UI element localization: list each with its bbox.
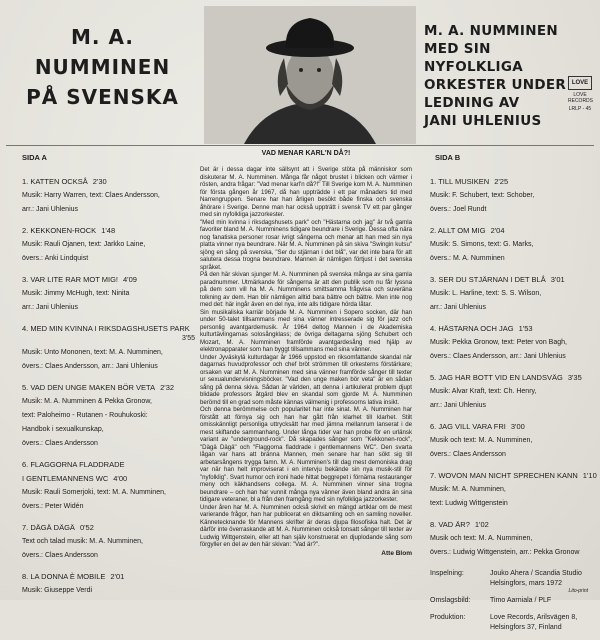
liner-notes-paragraph: På den här skivan sjunger M. A. Numminen på svenska många av sina gamla paradnummer. Utmärkande för sångerna är att den publik som nu får lyssna på dem som vill ha M. A. Numminens smittsamma frågvisa och suveräna tolkning av dem. Han blir nämligen alltid bara bättre och bättre. Men inte nog med det: här ingår även en del nya, inte alls tidigare hörda låtar.: [200, 271, 412, 308]
love-records-logo: LOVE: [568, 76, 592, 90]
credit-value: Timo Aarniala / PLF: [490, 597, 552, 604]
track-credit: Musik: F. Schubert, text: Schober,: [430, 192, 535, 199]
track-credit: arr.: Jani Uhlenius: [430, 402, 487, 409]
track-title: 6. FLAGGORNA FLADDRADE: [22, 460, 125, 469]
orchestra-credit-line: ORKESTER UNDER: [424, 77, 567, 93]
credit-value: Jouko Ahera / Scandia Studio: [490, 570, 582, 577]
track-title: 8. LA DONNA È MOBILE: [22, 572, 106, 581]
track-duration: 1'02: [474, 520, 489, 529]
album-title-line: M. A. NUMMINEN: [34, 25, 171, 79]
track-credit: övers.: Anki Lindquist: [22, 255, 89, 262]
track-item: [22, 572, 197, 596]
track-duration: 0'52: [79, 523, 94, 532]
liner-notes-paragraph: "Med min kvinna i riksdagshusets park" och "Hästarna och jag" är två gamla favoriter bland M. A. Numminens tidigare beundrare i Sverige. Dessa ofta nära nog fanatiska personer rosar ivrigt sångerna och menar att han med sin nya platta vinner nya beundrare. När M. A. Numminen på sin skiva "Swingin kutsu" sjöng en sång på svenska, "Ser du stjärnan i det blå", var det inte bara för att salutera dessa trogna beundrare. Mannen är nämligen förtjust i det svenska språket.: [200, 218, 412, 271]
track-credit: övers.: Claes Andersson: [430, 451, 506, 458]
track-title: 8. VAD ÄR?: [430, 520, 470, 529]
track-credit: övers.: Ludwig Wittgenstein, arr.: Pekka Gronow: [430, 549, 580, 556]
liner-notes-body: [200, 166, 412, 549]
track-title: 5. JAG HAR BOTT VID EN LANDSVÄG: [430, 373, 563, 382]
catalog-number: LRLP - 45: [568, 106, 592, 112]
track-item: [22, 226, 197, 264]
track-duration: 2'04: [490, 226, 505, 235]
track-item: [430, 471, 595, 509]
production-credits: [430, 569, 595, 633]
track-credit: Musik: Rauli Somerjoki, text: M. A. Numminen,: [22, 489, 166, 496]
track-credit: övers.: Peter Widén: [22, 503, 84, 510]
track-credit: Musik: Jimmy McHugh, text: Ninita: [22, 290, 130, 297]
track-title: 4. MED MIN KVINNA I RIKSDAGSHUSETS PARK: [22, 324, 190, 333]
track-item: [430, 520, 595, 558]
credit-row: [430, 613, 595, 633]
side-a-title: SIDA A: [22, 153, 47, 162]
credit-value: Helsingfors, mars 1972: [490, 580, 562, 587]
track-credit: övers.: M. A. Numminen: [430, 255, 505, 262]
track-credit: övers.: Claes Andersson, arr.: Jani Uhlenius: [22, 363, 158, 370]
track-item: [430, 324, 595, 362]
track-credit: Musik och text: M. A. Numminen,: [430, 437, 533, 444]
side-b-title: SIDA B: [435, 153, 461, 162]
track-item: [22, 177, 197, 215]
credit-label: Inspelning:: [430, 570, 464, 577]
track-credit: text: Ludwig Wittgenstein: [430, 500, 508, 507]
credit-value: Helsingfors 37, Finland: [490, 624, 562, 631]
track-title: 1. KATTEN OCKSÅ: [22, 177, 88, 186]
track-item: [430, 422, 595, 460]
track-credit: Musik: S. Simons, text: G. Marks,: [430, 241, 534, 248]
track-item: [430, 275, 595, 313]
track-duration: 2'01: [110, 572, 125, 581]
album-title-line: PÅ SVENSKA: [26, 85, 179, 109]
track-credit: övers.: Claes Andersson: [22, 552, 98, 559]
track-duration: 4'00: [113, 474, 128, 483]
track-credit: Musik: Alvar Kraft, text: Ch. Henry,: [430, 388, 537, 395]
credit-value: Love Records, Arilsvägen 8,: [490, 614, 578, 621]
credit-label: Omslagsbild:: [430, 597, 471, 604]
track-title: 7. WOVON MAN NICHT SPRECHEN KANN: [430, 471, 578, 480]
track-title: 7. DÄGÄ DÄGÄ: [22, 523, 75, 532]
track-credit: arr.: Jani Uhlenius: [430, 304, 487, 311]
track-credit: övers.: Joel Rundt: [430, 206, 487, 213]
track-credit: Text och talad musik: M. A. Numminen,: [22, 538, 143, 545]
liner-notes-paragraph: Under Jyväskylä kulturdagar år 1966 uppstod en riksomfattande skandal när dagarnas huvudprofessor och chef bröt strömmen till orkesterns förstärkare; orsaken var att M. A. Numminen med sina vänner framförde sånger till texter ur sexualundervisningsböcker. "Vad den unge maken bör veta" är en sådan sång på denna skiva. Sådan är världen, att denna i artikulerat problem djupt blidade professors åtgärd blev en skandal som gjorde M. A. Numminen berömd till en grad som måste kännas välmenig i professorns lativa insikt.: [200, 353, 412, 406]
side-a-tracklist: [22, 153, 197, 607]
track-item: [430, 177, 595, 215]
track-title: 2. ALLT OM MIG: [430, 226, 486, 235]
track-item: [22, 324, 197, 372]
track-duration: 3'35: [567, 373, 582, 382]
printer-credit: Lito-print: [568, 588, 588, 594]
track-item: [22, 460, 197, 512]
track-title: 4. HÄSTARNA OCH JAG: [430, 324, 514, 333]
track-credit: Musik och text: M. A. Numminen,: [430, 535, 533, 542]
track-credit: Musik: L. Harline, text: S. S. Wilson,: [430, 290, 542, 297]
track-duration: 1'48: [101, 226, 116, 235]
track-item: [22, 275, 197, 313]
track-duration: 2'32: [160, 383, 175, 392]
track-credit: Musik: Giuseppe Verdi: [22, 587, 93, 594]
liner-notes-title: VAD MENAR KARL'N DÅ?!: [261, 150, 351, 157]
track-credit: Musik: Pekka Gronow, text: Peter von Bagh,: [430, 339, 567, 346]
liner-notes-paragraph: Under åren har M. A. Numminen också skrivit en mängd artiklar om de mest varierande frågor, han har publicerat en diktsamling och en samling noveller. Kännetecknande för Mannens skrifter är deras djupa filosofiska halt. Det är därför inte överraskande att M. A. Numminen också tonsatt sånger till texter av Ludwig Wittgenstein, eller att han själv konstruerat en djuplodande sång som förgyller en del av den här skivan: "Vad är?".: [200, 503, 412, 548]
orchestra-credit-line: MED SIN NYFOLKLIGA: [424, 41, 523, 75]
track-title: 3. SER DU STJÄRNAN I DET BLÅ: [430, 275, 546, 284]
track-credit: arr.: Jani Uhlenius: [22, 304, 79, 311]
orchestra-credit-line: JANI UHLENIUS: [424, 113, 542, 129]
track-item: [430, 373, 595, 411]
liner-notes-paragraph: Sin musikaliska karriär började M. A. Numminen i Sopero socken, där han under 50-talet tillsammans med sina vänner intresserade sig för jazz och personlig avantgardemusik. År 1964 deltog Mannen i de Akademiska kulturtävlingarnas solosångklass; de övriga deltagarna sjöng Schubert och Mozart, M. A. Numminen framförde avantgardesång med hjälp av elektronapparater som han byggt tillsammans med sina vänner.: [200, 308, 412, 353]
track-duration: 3'00: [510, 422, 525, 431]
label-logo: [568, 76, 592, 112]
track-title-cont: I GENTLEMANNENS WC: [22, 474, 109, 483]
track-duration: 1'10: [582, 471, 597, 480]
track-title: 3. VAR LITE RAR MOT MIG!: [22, 275, 118, 284]
track-credit: övers.: Claes Andersson, arr.: Jani Uhlenius: [430, 353, 566, 360]
orchestra-credit: [424, 22, 589, 130]
track-credit: Musik: M. A. Numminen & Pekka Gronow,: [22, 398, 152, 405]
track-credit: Musik: M. A. Numminen,: [430, 486, 506, 493]
header-divider: [6, 145, 594, 146]
track-credit: Musik: Unto Mononen, text: M. A. Numminen,: [22, 349, 163, 356]
track-title: 6. JAG VILL VARA FRI: [430, 422, 506, 431]
track-title: 1. TILL MUSIKEN: [430, 177, 490, 186]
liner-notes-paragraph: Och denna berömmelse och popularitet har inte sinat. M. A. Numminen har förstått att förnya sig och han har gått från klarhet till klarhet. Stilt omisskännligt personliga uttrycksätt har med jämna mellanrum lanserat i de mest skiftande sammanhang. Under långa tider var han probe för en urlänsk variant av "underground-rock". Då skapades sånger som "Kekkonen-rock", "Dägä Dägä" och "Flaggorna fladdrade i gentlemannens WC". Den svarta lågan var hans att brännа Mannen, men senare har han sökt sig till arbetarsångens trygga famn. M. A. Numminen's till dag mest demoniska drag var när han helt improviserat i en intervju bekände sin nya musik-stil för "nyfolklig". Svart humor och ironi hade hittat beggrepet i förnäma restauranger meny och käkhandsens collega. M. A. Numminen vinner sina trogna beundrare – och han har vunnit många nya vänner även bland andra än sina tidigare veteraner, bl a från den framgång med sin nyfolkliga jazzorkester.: [200, 406, 412, 503]
logo-subtext: LOVE RECORDS: [568, 92, 594, 104]
track-credit: Musik: Rauli Ojanen, text: Jarkko Laine,: [22, 241, 146, 248]
track-duration: 2'30: [92, 177, 107, 186]
track-duration: 1'53: [518, 324, 533, 333]
liner-notes-author: Atte Blom: [381, 549, 412, 557]
track-credit: Handbok i sexualkunskap,: [22, 426, 104, 433]
orchestra-credit-line: M. A. NUMMINEN: [424, 23, 558, 39]
track-title: 2. KEKKONEN-ROCK: [22, 226, 97, 235]
credit-label: Produktion:: [430, 614, 466, 621]
track-duration: 2'25: [494, 177, 509, 186]
track-title: 5. VAD DEN UNGE MAKEN BÖR VETA: [22, 383, 156, 392]
track-credit: text: Paloheimo - Rutanen - Rouhukoski:: [22, 412, 148, 419]
track-item: [22, 523, 197, 561]
artist-photo: [204, 6, 416, 144]
liner-notes-paragraph: Det är i dessa dagar inte sällsynt att i Sverige stöta på människor som diskuterar M. A. Numminen. Många får något brustet i blicken och värmer i rösten, andra frågar: "Vad menar karl'n då?!" Till Sverige kom M. A. Numminen för första gången år 1967, då han uppträdde i ett par månaders tid med Narrengruppen. Senare har han årligen besökt både finska och svenska åhörare i Sverige. Denne man har också uppträtt i svensk TV ett par gånger med sin nyfolkliga jazzorkester.: [200, 166, 412, 218]
credit-row: [430, 569, 595, 589]
track-credit: övers.: Claes Andersson: [22, 440, 98, 447]
track-credit: arr.: Jani Uhlenius: [22, 206, 79, 213]
album-title: [10, 22, 195, 112]
orchestra-credit-line: LEDNING AV: [424, 95, 520, 111]
credit-row: [430, 596, 595, 606]
track-duration: 4'09: [123, 275, 137, 284]
track-item: [22, 383, 197, 449]
artist-portrait-image: [204, 6, 416, 144]
side-b-tracklist: [430, 153, 595, 640]
track-duration: 3'55: [181, 335, 195, 342]
track-credit: Musik: Harry Warren, text: Claes Andersson,: [22, 192, 160, 199]
track-duration: 3'01: [550, 275, 565, 284]
track-item: [430, 226, 595, 264]
liner-notes: [200, 150, 412, 557]
